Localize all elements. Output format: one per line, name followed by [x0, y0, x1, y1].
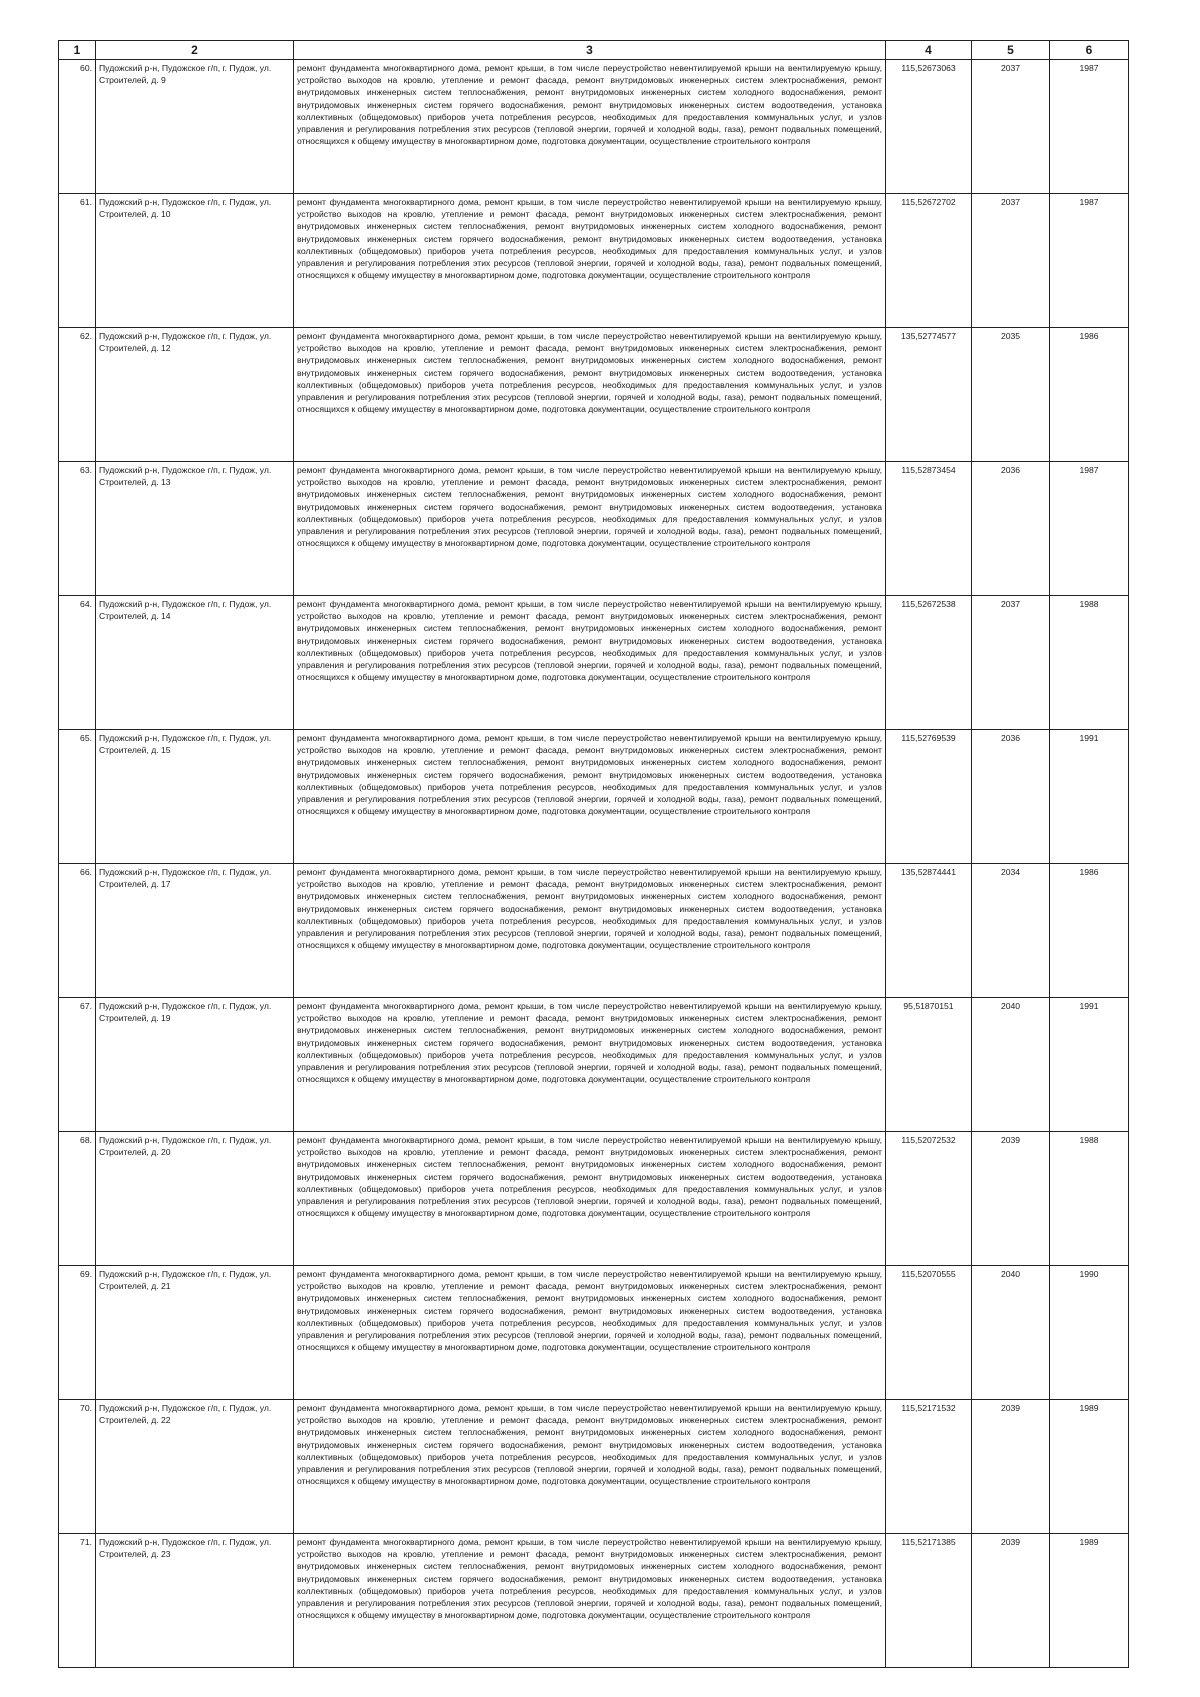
build-year-cell: 1986	[1050, 328, 1129, 462]
address-cell: Пудожский р-н, Пудожское г/п, г. Пудож, ул. Строителей, д. 12	[96, 328, 294, 462]
column-header: 5	[972, 41, 1050, 60]
build-year-cell: 1987	[1050, 194, 1129, 328]
planned-year-cell: 2037	[972, 60, 1050, 194]
address-cell: Пудожский р-н, Пудожское г/п, г. Пудож, ул. Строителей, д. 19	[96, 998, 294, 1132]
row-number: 66.	[59, 864, 96, 998]
housing-repair-table	[58, 40, 1129, 1668]
works-cell: ремонт фундамента многоквартирного дома, ремонт крыши, в том числе переустройство невентилируемой крыши на вентилируемую крышу, устройство выходов на кровлю, утепление и ремонт фасада, ремонт внутридомовых инженерных систем электроснабжения, ремонт внутридомовых инженерных систем теплоснабжения, ремонт внутридомовых инженерных систем холодного водоснабжения, ремонт внутридомовых инженерных систем горячего водоснабжения, ремонт внутридомовых инженерных систем водоотведения, установка коллективных (общедомовых) приборов учета потребления ресурсов, необходимых для предоставления коммунальных услуг, и узлов управления и регулирования потребления этих ресурсов (тепловой энергии, горячей и холодной воды, газа), ремонт подвальных помещений, относящихся к общему имуществу в многоквартирном доме, подготовка документации, осуществление строительного контроля	[294, 596, 886, 730]
address-cell: Пудожский р-н, Пудожское г/п, г. Пудож, ул. Строителей, д. 21	[96, 1266, 294, 1400]
row-number: 67.	[59, 998, 96, 1132]
planned-year-cell: 2037	[972, 194, 1050, 328]
works-cell: ремонт фундамента многоквартирного дома, ремонт крыши, в том числе переустройство невентилируемой крыши на вентилируемую крышу, устройство выходов на кровлю, утепление и ремонт фасада, ремонт внутридомовых инженерных систем электроснабжения, ремонт внутридомовых инженерных систем теплоснабжения, ремонт внутридомовых инженерных систем холодного водоснабжения, ремонт внутридомовых инженерных систем горячего водоснабжения, ремонт внутридомовых инженерных систем водоотведения, установка коллективных (общедомовых) приборов учета потребления ресурсов, необходимых для предоставления коммунальных услуг, и узлов управления и регулирования потребления этих ресурсов (тепловой энергии, горячей и холодной воды, газа), ремонт подвальных помещений, относящихся к общему имуществу в многоквартирном доме, подготовка документации, осуществление строительного контроля	[294, 1400, 886, 1534]
column-header: 2	[96, 41, 294, 60]
works-cell: ремонт фундамента многоквартирного дома, ремонт крыши, в том числе переустройство невентилируемой крыши на вентилируемую крышу, устройство выходов на кровлю, утепление и ремонт фасада, ремонт внутридомовых инженерных систем электроснабжения, ремонт внутридомовых инженерных систем теплоснабжения, ремонт внутридомовых инженерных систем холодного водоснабжения, ремонт внутридомовых инженерных систем горячего водоснабжения, ремонт внутридомовых инженерных систем водоотведения, установка коллективных (общедомовых) приборов учета потребления ресурсов, необходимых для предоставления коммунальных услуг, и узлов управления и регулирования потребления этих ресурсов (тепловой энергии, горячей и холодной воды, газа), ремонт подвальных помещений, относящихся к общему имуществу в многоквартирном доме, подготовка документации, осуществление строительного контроля	[294, 864, 886, 998]
build-year-cell: 1991	[1050, 730, 1129, 864]
cost-cell: 115,52171385	[886, 1534, 972, 1668]
build-year-cell: 1988	[1050, 1132, 1129, 1266]
row-number: 71.	[59, 1534, 96, 1668]
address-cell: Пудожский р-н, Пудожское г/п, г. Пудож, ул. Строителей, д. 20	[96, 1132, 294, 1266]
works-cell: ремонт фундамента многоквартирного дома, ремонт крыши, в том числе переустройство невентилируемой крыши на вентилируемую крышу, устройство выходов на кровлю, утепление и ремонт фасада, ремонт внутридомовых инженерных систем электроснабжения, ремонт внутридомовых инженерных систем теплоснабжения, ремонт внутридомовых инженерных систем холодного водоснабжения, ремонт внутридомовых инженерных систем горячего водоснабжения, ремонт внутридомовых инженерных систем водоотведения, установка коллективных (общедомовых) приборов учета потребления ресурсов, необходимых для предоставления коммунальных услуг, и узлов управления и регулирования потребления этих ресурсов (тепловой энергии, горячей и холодной воды, газа), ремонт подвальных помещений, относящихся к общему имуществу в многоквартирном доме, подготовка документации, осуществление строительного контроля	[294, 1534, 886, 1668]
works-cell: ремонт фундамента многоквартирного дома, ремонт крыши, в том числе переустройство невентилируемой крыши на вентилируемую крышу, устройство выходов на кровлю, утепление и ремонт фасада, ремонт внутридомовых инженерных систем электроснабжения, ремонт внутридомовых инженерных систем теплоснабжения, ремонт внутридомовых инженерных систем холодного водоснабжения, ремонт внутридомовых инженерных систем горячего водоснабжения, ремонт внутридомовых инженерных систем водоотведения, установка коллективных (общедомовых) приборов учета потребления ресурсов, необходимых для предоставления коммунальных услуг, и узлов управления и регулирования потребления этих ресурсов (тепловой энергии, горячей и холодной воды, газа), ремонт подвальных помещений, относящихся к общему имуществу в многоквартирном доме, подготовка документации, осуществление строительного контроля	[294, 194, 886, 328]
build-year-cell: 1987	[1050, 60, 1129, 194]
build-year-cell: 1991	[1050, 998, 1129, 1132]
table-row	[59, 864, 1129, 998]
cost-cell: 115,52072532	[886, 1132, 972, 1266]
table-row	[59, 462, 1129, 596]
table-row	[59, 998, 1129, 1132]
address-cell: Пудожский р-н, Пудожское г/п, г. Пудож, ул. Строителей, д. 15	[96, 730, 294, 864]
works-cell: ремонт фундамента многоквартирного дома, ремонт крыши, в том числе переустройство невентилируемой крыши на вентилируемую крышу, устройство выходов на кровлю, утепление и ремонт фасада, ремонт внутридомовых инженерных систем электроснабжения, ремонт внутридомовых инженерных систем теплоснабжения, ремонт внутридомовых инженерных систем холодного водоснабжения, ремонт внутридомовых инженерных систем горячего водоснабжения, ремонт внутридомовых инженерных систем водоотведения, установка коллективных (общедомовых) приборов учета потребления ресурсов, необходимых для предоставления коммунальных услуг, и узлов управления и регулирования потребления этих ресурсов (тепловой энергии, горячей и холодной воды, газа), ремонт подвальных помещений, относящихся к общему имуществу в многоквартирном доме, подготовка документации, осуществление строительного контроля	[294, 730, 886, 864]
cost-cell: 115,52672702	[886, 194, 972, 328]
row-number: 62.	[59, 328, 96, 462]
build-year-cell: 1990	[1050, 1266, 1129, 1400]
row-number: 65.	[59, 730, 96, 864]
address-cell: Пудожский р-н, Пудожское г/п, г. Пудож, ул. Строителей, д. 13	[96, 462, 294, 596]
table-row	[59, 328, 1129, 462]
cost-cell: 115,52873454	[886, 462, 972, 596]
cost-cell: 115,52672538	[886, 596, 972, 730]
planned-year-cell: 2039	[972, 1132, 1050, 1266]
planned-year-cell: 2035	[972, 328, 1050, 462]
works-cell: ремонт фундамента многоквартирного дома, ремонт крыши, в том числе переустройство невентилируемой крыши на вентилируемую крышу, устройство выходов на кровлю, утепление и ремонт фасада, ремонт внутридомовых инженерных систем электроснабжения, ремонт внутридомовых инженерных систем теплоснабжения, ремонт внутридомовых инженерных систем холодного водоснабжения, ремонт внутридомовых инженерных систем горячего водоснабжения, ремонт внутридомовых инженерных систем водоотведения, установка коллективных (общедомовых) приборов учета потребления ресурсов, необходимых для предоставления коммунальных услуг, и узлов управления и регулирования потребления этих ресурсов (тепловой энергии, горячей и холодной воды, газа), ремонт подвальных помещений, относящихся к общему имуществу в многоквартирном доме, подготовка документации, осуществление строительного контроля	[294, 998, 886, 1132]
planned-year-cell: 2039	[972, 1400, 1050, 1534]
row-number: 60.	[59, 60, 96, 194]
row-number: 69.	[59, 1266, 96, 1400]
table-row	[59, 1132, 1129, 1266]
column-header: 3	[294, 41, 886, 60]
planned-year-cell: 2039	[972, 1534, 1050, 1668]
build-year-cell: 1989	[1050, 1534, 1129, 1668]
column-header: 1	[59, 41, 96, 60]
build-year-cell: 1988	[1050, 596, 1129, 730]
works-cell: ремонт фундамента многоквартирного дома, ремонт крыши, в том числе переустройство невентилируемой крыши на вентилируемую крышу, устройство выходов на кровлю, утепление и ремонт фасада, ремонт внутридомовых инженерных систем электроснабжения, ремонт внутридомовых инженерных систем теплоснабжения, ремонт внутридомовых инженерных систем холодного водоснабжения, ремонт внутридомовых инженерных систем горячего водоснабжения, ремонт внутридомовых инженерных систем водоотведения, установка коллективных (общедомовых) приборов учета потребления ресурсов, необходимых для предоставления коммунальных услуг, и узлов управления и регулирования потребления этих ресурсов (тепловой энергии, горячей и холодной воды, газа), ремонт подвальных помещений, относящихся к общему имуществу в многоквартирном доме, подготовка документации, осуществление строительного контроля	[294, 462, 886, 596]
planned-year-cell: 2040	[972, 1266, 1050, 1400]
planned-year-cell: 2040	[972, 998, 1050, 1132]
planned-year-cell: 2037	[972, 596, 1050, 730]
build-year-cell: 1989	[1050, 1400, 1129, 1534]
works-cell: ремонт фундамента многоквартирного дома, ремонт крыши, в том числе переустройство невентилируемой крыши на вентилируемую крышу, устройство выходов на кровлю, утепление и ремонт фасада, ремонт внутридомовых инженерных систем электроснабжения, ремонт внутридомовых инженерных систем теплоснабжения, ремонт внутридомовых инженерных систем холодного водоснабжения, ремонт внутридомовых инженерных систем горячего водоснабжения, ремонт внутридомовых инженерных систем водоотведения, установка коллективных (общедомовых) приборов учета потребления ресурсов, необходимых для предоставления коммунальных услуг, и узлов управления и регулирования потребления этих ресурсов (тепловой энергии, горячей и холодной воды, газа), ремонт подвальных помещений, относящихся к общему имуществу в многоквартирном доме, подготовка документации, осуществление строительного контроля	[294, 328, 886, 462]
address-cell: Пудожский р-н, Пудожское г/п, г. Пудож, ул. Строителей, д. 17	[96, 864, 294, 998]
address-cell: Пудожский р-н, Пудожское г/п, г. Пудож, ул. Строителей, д. 10	[96, 194, 294, 328]
build-year-cell: 1986	[1050, 864, 1129, 998]
row-number: 70.	[59, 1400, 96, 1534]
cost-cell: 115,52070555	[886, 1266, 972, 1400]
row-number: 61.	[59, 194, 96, 328]
column-header: 6	[1050, 41, 1129, 60]
address-cell: Пудожский р-н, Пудожское г/п, г. Пудож, ул. Строителей, д. 22	[96, 1400, 294, 1534]
column-header: 4	[886, 41, 972, 60]
build-year-cell: 1987	[1050, 462, 1129, 596]
row-number: 64.	[59, 596, 96, 730]
cost-cell: 135,52774577	[886, 328, 972, 462]
works-cell: ремонт фундамента многоквартирного дома, ремонт крыши, в том числе переустройство невентилируемой крыши на вентилируемую крышу, устройство выходов на кровлю, утепление и ремонт фасада, ремонт внутридомовых инженерных систем электроснабжения, ремонт внутридомовых инженерных систем теплоснабжения, ремонт внутридомовых инженерных систем холодного водоснабжения, ремонт внутридомовых инженерных систем горячего водоснабжения, ремонт внутридомовых инженерных систем водоотведения, установка коллективных (общедомовых) приборов учета потребления ресурсов, необходимых для предоставления коммунальных услуг, и узлов управления и регулирования потребления этих ресурсов (тепловой энергии, горячей и холодной воды, газа), ремонт подвальных помещений, относящихся к общему имуществу в многоквартирном доме, подготовка документации, осуществление строительного контроля	[294, 1132, 886, 1266]
planned-year-cell: 2034	[972, 864, 1050, 998]
table-row	[59, 194, 1129, 328]
table-row	[59, 1266, 1129, 1400]
planned-year-cell: 2036	[972, 462, 1050, 596]
row-number: 68.	[59, 1132, 96, 1266]
table-row	[59, 60, 1129, 194]
cost-cell: 115,52171532	[886, 1400, 972, 1534]
cost-cell: 115,52673063	[886, 60, 972, 194]
cost-cell: 115,52769539	[886, 730, 972, 864]
row-number: 63.	[59, 462, 96, 596]
address-cell: Пудожский р-н, Пудожское г/п, г. Пудож, ул. Строителей, д. 23	[96, 1534, 294, 1668]
cost-cell: 135,52874441	[886, 864, 972, 998]
table-row	[59, 596, 1129, 730]
address-cell: Пудожский р-н, Пудожское г/п, г. Пудож, ул. Строителей, д. 9	[96, 60, 294, 194]
address-cell: Пудожский р-н, Пудожское г/п, г. Пудож, ул. Строителей, д. 14	[96, 596, 294, 730]
table-row	[59, 730, 1129, 864]
table-row	[59, 1400, 1129, 1534]
planned-year-cell: 2036	[972, 730, 1050, 864]
column-number-header	[59, 41, 1129, 60]
table-row	[59, 1534, 1129, 1668]
works-cell: ремонт фундамента многоквартирного дома, ремонт крыши, в том числе переустройство невентилируемой крыши на вентилируемую крышу, устройство выходов на кровлю, утепление и ремонт фасада, ремонт внутридомовых инженерных систем электроснабжения, ремонт внутридомовых инженерных систем теплоснабжения, ремонт внутридомовых инженерных систем холодного водоснабжения, ремонт внутридомовых инженерных систем горячего водоснабжения, ремонт внутридомовых инженерных систем водоотведения, установка коллективных (общедомовых) приборов учета потребления ресурсов, необходимых для предоставления коммунальных услуг, и узлов управления и регулирования потребления этих ресурсов (тепловой энергии, горячей и холодной воды, газа), ремонт подвальных помещений, относящихся к общему имуществу в многоквартирном доме, подготовка документации, осуществление строительного контроля	[294, 1266, 886, 1400]
works-cell: ремонт фундамента многоквартирного дома, ремонт крыши, в том числе переустройство невентилируемой крыши на вентилируемую крышу, устройство выходов на кровлю, утепление и ремонт фасада, ремонт внутридомовых инженерных систем электроснабжения, ремонт внутридомовых инженерных систем теплоснабжения, ремонт внутридомовых инженерных систем холодного водоснабжения, ремонт внутридомовых инженерных систем горячего водоснабжения, ремонт внутридомовых инженерных систем водоотведения, установка коллективных (общедомовых) приборов учета потребления ресурсов, необходимых для предоставления коммунальных услуг, и узлов управления и регулирования потребления этих ресурсов (тепловой энергии, горячей и холодной воды, газа), ремонт подвальных помещений, относящихся к общему имуществу в многоквартирном доме, подготовка документации, осуществление строительного контроля	[294, 60, 886, 194]
cost-cell: 95,51870151	[886, 998, 972, 1132]
